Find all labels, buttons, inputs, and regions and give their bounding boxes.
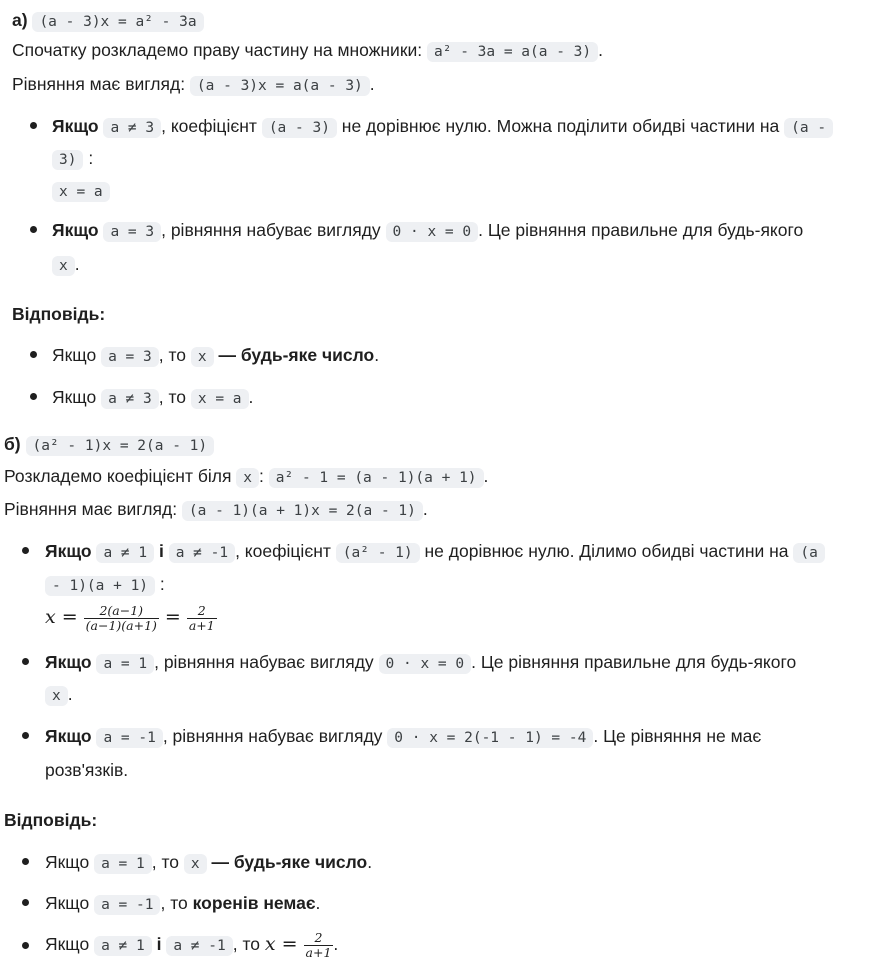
part-b-factor-intro: Розкладемо коефіцієнт біля [4, 466, 237, 486]
part-b-factor-expr: a² - 1 = (a - 1)(a + 1) [269, 468, 484, 488]
bullet [30, 226, 37, 233]
part-b-case2-line2 [45, 682, 73, 708]
answer-condition: a ≠ 1 [94, 936, 152, 956]
answer-condition: a ≠ 3 [101, 389, 159, 409]
fraction-numerator: 2 [304, 931, 334, 946]
part-b-form-intro: Рівняння має вигляд: [4, 499, 182, 519]
case-if-bold: Якщо [52, 116, 99, 136]
fraction-numerator: 2(a−1) [84, 604, 159, 619]
case-text: розв'язків. [45, 760, 129, 780]
divisor-expr-part1: (a - [784, 118, 833, 138]
answer-bold: — будь-яке число [213, 345, 375, 365]
case-condition: a = -1 [96, 728, 162, 748]
answer-text: Якщо [45, 893, 95, 913]
answer-result: x = a [191, 389, 249, 409]
fraction [84, 604, 159, 633]
part-a-case1-line2 [52, 146, 93, 172]
answer-text: Якщо [52, 345, 102, 365]
bullet [22, 899, 29, 906]
case-text: . Це рівняння правильне для будь-якого [471, 652, 797, 672]
case-text: не дорівнює нулю. Можна поділити обидві частини на [336, 116, 785, 136]
part-a-form-end: . [369, 74, 375, 94]
math-x: x [45, 606, 56, 628]
part-b-factor-line [4, 464, 488, 490]
period: . [422, 499, 428, 519]
part-a-factor-intro: Спочатку розкладемо праву частину на множники: [12, 40, 427, 60]
period: . [374, 345, 380, 365]
part-b-case1-line1 [45, 539, 825, 565]
case-if-bold: Якщо [45, 652, 92, 672]
fraction-denominator: (a−1)(a+1) [85, 617, 157, 633]
part-a-form-expr: (a - 3)x = a(a - 3) [190, 76, 370, 96]
variable-x: x [191, 347, 214, 367]
bullet [22, 858, 29, 865]
and-word: і [154, 541, 169, 561]
part-b-case3-line1 [45, 724, 761, 750]
equals-sign: = [281, 933, 298, 955]
case-text: . Це рівняння не має [593, 726, 762, 746]
divisor-expr-part1: (a [793, 543, 824, 563]
period: . [483, 466, 489, 486]
part-a-case2-line2 [52, 252, 80, 278]
part-b-answer-3 [45, 928, 338, 962]
case-if-bold: Якщо [52, 220, 99, 240]
colon: : [83, 148, 94, 168]
period: . [333, 934, 339, 954]
part-a-factor-end: . [598, 40, 604, 60]
answer-condition: a = -1 [94, 895, 160, 915]
case-text: не дорівнює нулю. Ділимо обидві частини на [419, 541, 794, 561]
bullet [22, 658, 29, 665]
variable-x: x [45, 686, 68, 706]
part-b-case1-formula [45, 600, 217, 634]
part-a-answer-title [12, 302, 105, 326]
part-b-answer-2 [45, 891, 320, 917]
answer-bold: коренів немає [192, 893, 316, 913]
coefficient-expr: (a² - 1) [336, 543, 420, 563]
case-text: , рівняння набуває вигляду [162, 726, 388, 746]
period: . [367, 852, 373, 872]
period: . [248, 387, 254, 407]
part-b-form-expr: (a - 1)(a + 1)x = 2(a - 1) [182, 501, 423, 521]
fraction-denominator: a+1 [305, 944, 332, 960]
colon: : [259, 466, 269, 486]
answer-bold: — будь-яке число [206, 852, 368, 872]
part-a-case1-line1 [52, 114, 833, 140]
math-x: x [264, 933, 276, 955]
and-word: і [151, 934, 167, 954]
answer-text: , то [158, 345, 191, 365]
case-text: . Це рівняння правильне для будь-якого [478, 220, 804, 240]
bullet [22, 942, 29, 949]
period: . [74, 254, 80, 274]
answer-text: , то [158, 387, 191, 407]
result-expr: x = a [52, 182, 110, 202]
bullet [22, 732, 29, 739]
fraction [187, 604, 217, 633]
equals-sign: = [164, 606, 181, 628]
period: . [67, 684, 73, 704]
part-a-form-intro: Рівняння має вигляд: [12, 74, 190, 94]
equation-expr: 0 · x = 0 [386, 222, 479, 242]
variable-x: x [236, 468, 259, 488]
part-a-answer-2 [52, 385, 253, 411]
part-b-form-line [4, 497, 428, 523]
case-condition: a = 3 [103, 222, 161, 242]
part-b-answer-title [4, 808, 97, 832]
bullet [22, 547, 29, 554]
period: . [315, 893, 321, 913]
case-text: , рівняння набуває вигляду [161, 220, 386, 240]
part-a-form-line [12, 72, 375, 98]
case-condition: a ≠ 1 [96, 543, 154, 563]
variable-x: x [52, 256, 75, 276]
divisor-expr-part2: 3) [52, 150, 83, 170]
answer-condition: a = 3 [101, 347, 159, 367]
answer-title: Відповідь: [4, 810, 98, 830]
coefficient-expr: (a - 3) [262, 118, 337, 138]
variable-x: x [184, 854, 207, 874]
equals-sign: = [61, 606, 78, 628]
answer-text: , то [151, 852, 184, 872]
part-a-factor-line [12, 38, 603, 64]
part-b-case1-line2 [45, 572, 165, 598]
answer-condition: a ≠ -1 [166, 936, 232, 956]
answer-title: Відповідь: [12, 304, 106, 324]
fraction [304, 931, 334, 960]
part-a-answer-1 [52, 343, 379, 369]
bullet [30, 393, 37, 400]
part-b-header [4, 432, 214, 458]
part-b-answer-1 [45, 850, 372, 876]
case-if-bold: Якщо [45, 726, 92, 746]
case-text: , рівняння набуває вигляду [154, 652, 379, 672]
divisor-expr-part2: - 1)(a + 1) [45, 576, 155, 596]
equation-expr: 0 · x = 0 [379, 654, 472, 674]
answer-text: Якщо [45, 934, 95, 954]
fraction-denominator: a+1 [188, 617, 215, 633]
answer-condition: a = 1 [94, 854, 152, 874]
case-text: , коефіцієнт [161, 116, 262, 136]
bullet [30, 351, 37, 358]
part-a-factor-expr: a² - 3a = a(a - 3) [427, 42, 598, 62]
answer-text: Якщо [45, 852, 95, 872]
answer-text: Якщо [52, 387, 102, 407]
bullet [30, 122, 37, 129]
case-condition: a = 1 [96, 654, 154, 674]
case-condition: a ≠ -1 [169, 543, 235, 563]
part-a-equation: (a - 3)x = a² - 3a [32, 12, 203, 32]
part-a-header [12, 8, 204, 34]
case-condition: a ≠ 3 [103, 118, 161, 138]
part-b-case3-line2 [45, 758, 128, 782]
answer-text: , то [160, 893, 193, 913]
part-b-case2-line1 [45, 650, 796, 676]
part-a-label: а) [12, 10, 28, 30]
answer-text: , то [232, 934, 265, 954]
case-text: , коефіцієнт [235, 541, 336, 561]
fraction-numerator: 2 [187, 604, 217, 619]
equation-expr: 0 · x = 2(-1 - 1) = -4 [387, 728, 593, 748]
colon: : [155, 574, 165, 594]
part-b-label: б) [4, 434, 21, 454]
part-a-case1-result [52, 178, 110, 204]
case-if-bold: Якщо [45, 541, 92, 561]
part-a-case2-line1 [52, 218, 803, 244]
part-b-equation: (a² - 1)x = 2(a - 1) [26, 436, 215, 456]
